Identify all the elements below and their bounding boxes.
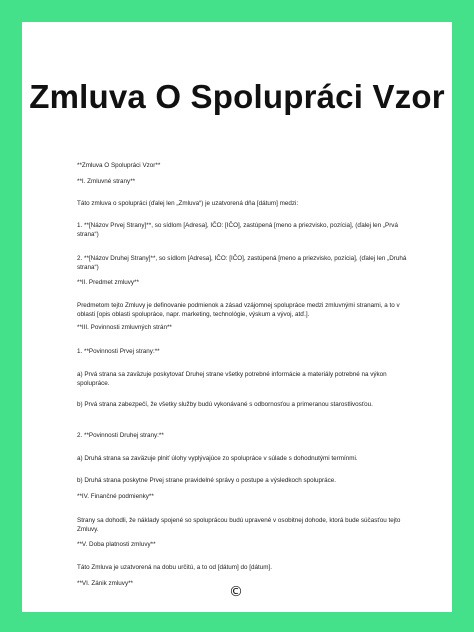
subheading-first-duties: 1. **Povinnosti Prvej strany:**: [77, 348, 160, 355]
document-page: [22, 22, 452, 612]
paragraph-party-first: 1. **[Názov Prvej Strany]**, so sídlom [Adresa], IČO: [IČO], zastúpená [meno a priezvisko, pozícia], (ďalej len „Prvá strana“): [77, 222, 398, 238]
paragraph-heading: **Zmluva O Spolupráci Vzor**: [77, 162, 161, 169]
section-heading-duties: **III. Povinnosti zmluvných strán**: [77, 324, 172, 331]
paragraph-validity: Táto Zmluva je uzatvorená na dobu určitú, a to od [dátum] do [dátum].: [77, 564, 272, 571]
paragraph-second-duty-b: b) Druhá strana poskytne Prvej strane pravidelné správy o postupe a výsledkoch spolupráce.: [77, 477, 337, 484]
paragraph-first-duty-b: b) Prvá strana zabezpečí, že všetky služby budú vykonávané s odbornosťou a primeranou starostlivosťou.: [77, 401, 373, 408]
section-heading-validity: **V. Doba platnosti zmluvy**: [77, 541, 156, 548]
copyright-icon: ©: [229, 584, 243, 600]
section-heading-termination: **VI. Zánik zmluvy**: [77, 580, 133, 587]
paragraph-second-duty-a: a) Druhá strana sa zaväzuje plniť úlohy vyplývajúce zo spolupráce v súlade s dohodnutými termínmi.: [77, 455, 358, 462]
paragraph-subject: Predmetom tejto Zmluvy je definovanie podmienok a zásad vzájomnej spolupráce medzi zmluvnými stranami, a to v oblasti [opis oblasti spolupráce, napr. marketing, technológie, výskum a vývoj, atď.].: [77, 302, 400, 318]
paragraph-first-duty-a: a) Prvá strana sa zaväzuje poskytovať Druhej strane všetky potrebné informácie a materiály potrebné na výkon spolupráce.: [77, 371, 387, 387]
section-heading-subject: **II. Predmet zmluvy**: [77, 279, 139, 286]
paragraph-party-second: 2. **[Názov Druhej Strany]**, so sídlom [Adresa], IČO: [IČO], zastúpená [meno a priezvisko, pozícia], (ďalej len „Druhá strana“): [77, 255, 407, 271]
paragraph-finance: Strany sa dohodli, že náklady spojené so spoluprácou budú upravené v osobitnej dohode, ktorá bude súčasťou tejto Zmluvy.: [77, 517, 401, 533]
section-heading-parties: **I. Zmluvné strany**: [77, 178, 136, 185]
section-heading-finance: **IV. Finančné podmienky**: [77, 493, 154, 500]
subheading-second-duties: 2. **Povinnosti Druhej strany:**: [77, 432, 164, 439]
document-title: Zmluva O Spolupráci Vzor: [29, 78, 445, 115]
paragraph-intro: Táto zmluva o spolupráci (ďalej len „Zmluva“) je uzatvorená dňa [dátum] medzi:: [77, 200, 299, 207]
